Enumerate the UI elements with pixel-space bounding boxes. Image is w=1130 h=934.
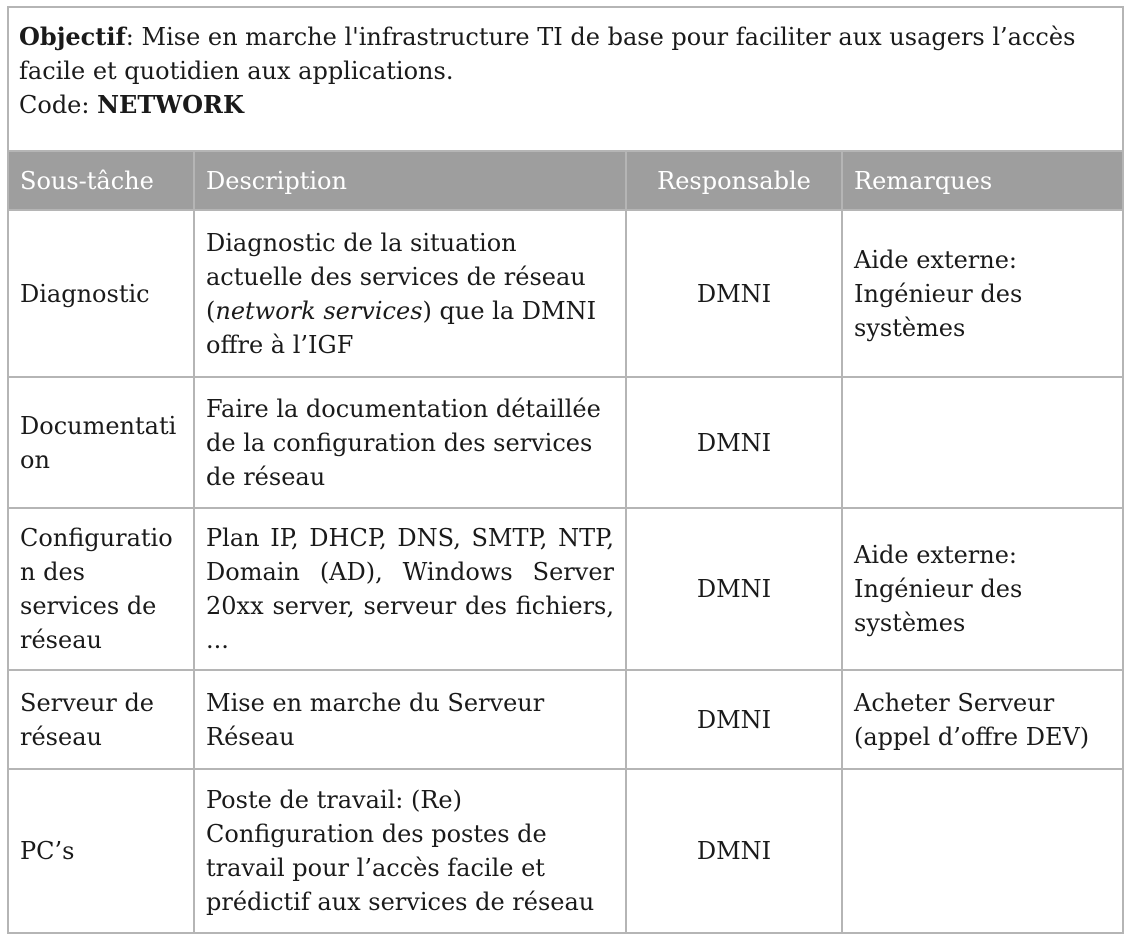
cell-responsible: DMNI (626, 210, 842, 377)
objective-row (8, 7, 1123, 151)
table-header-row (8, 151, 1123, 210)
cell-description: Plan IP, DHCP, DNS, SMTP, NTP, Domain (AD), Windows Server 20xx server, serveur des fichiers, ... (194, 508, 626, 670)
table-row (8, 670, 1123, 769)
objective-cell (8, 7, 1123, 151)
cell-remarks (842, 377, 1123, 508)
task-table (7, 6, 1124, 934)
description-text: Diagnostic de la situation actuelle des services de réseau ( (206, 228, 586, 325)
description-text-end: ) que la DMNI offre à l’IGF (206, 296, 597, 359)
cell-responsible: DMNI (626, 377, 842, 508)
description-italic: network services (215, 296, 423, 325)
header-subtask: Sous-tâche (8, 151, 194, 210)
cell-remarks (842, 769, 1123, 933)
header-responsible: Responsable (626, 151, 842, 210)
cell-remarks: Acheter Serveur (appel d’offre DEV) (842, 670, 1123, 769)
cell-subtask: Serveur de réseau (8, 670, 194, 769)
cell-subtask: Configuratio n des services de réseau (8, 508, 194, 670)
cell-remarks: Aide externe: Ingénieur des systèmes (842, 508, 1123, 670)
header-description: Description (194, 151, 626, 210)
cell-responsible: DMNI (626, 670, 842, 769)
table-row (8, 377, 1123, 508)
header-remarks: Remarques (842, 151, 1123, 210)
cell-description: Faire la documentation détaillée de la configuration des services de réseau (194, 377, 626, 508)
table-row (8, 508, 1123, 670)
cell-remarks: Aide externe: Ingénieur des systèmes (842, 210, 1123, 377)
cell-responsible: DMNI (626, 769, 842, 933)
cell-subtask: Diagnostic (8, 210, 194, 377)
cell-description: Mise en marche du Serveur Réseau (194, 670, 626, 769)
cell-description: Poste de travail: (Re) Configuration des postes de travail pour l’accès facile et prédictif aux services de réseau (194, 769, 626, 933)
table-row (8, 210, 1123, 377)
objective-label: Objectif (19, 22, 126, 51)
objective-text: : Mise en marche l'infrastructure TI de base pour faciliter aux usagers l’accès facile et quotidien aux applications. (19, 23, 1076, 85)
cell-subtask: PC’s (8, 769, 194, 933)
cell-subtask: Documentati on (8, 377, 194, 508)
cell-responsible: DMNI (626, 508, 842, 670)
cell-description (194, 210, 626, 377)
table-row (8, 769, 1123, 933)
code-label: Code: (19, 91, 98, 119)
code-value: NETWORK (97, 90, 244, 119)
